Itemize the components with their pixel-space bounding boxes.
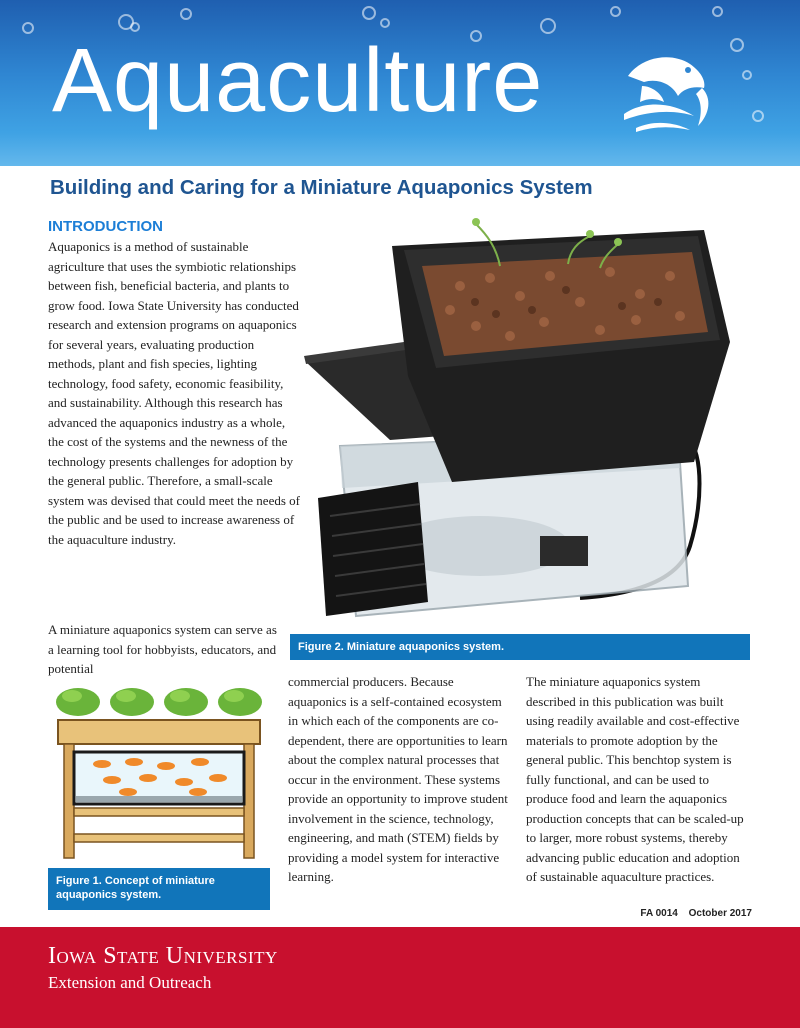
banner-title: Aquaculture <box>52 31 544 131</box>
university-name: Iowa State University <box>48 943 278 969</box>
column-3-text: The miniature aquaponics system described in this publication was built using readily available and cost-effective materials to promote adoption by the general public. This benchtop system is fully functional, and can be used to produce food and learn the aquaponics production concepts that can be scaled-up to larger, more robust systems, thereby advancing public education and adoption of sustainable aquaculture practices. <box>526 674 744 884</box>
intro-paragraph-1: Aquaponics is a method of sustainable agriculture that uses the symbiotic relationships between fish, beneficial bacteria, and plants to grow food. Iowa State University has conducted research and extension programs on aquaponics for several years, evaluating production methods, plant and fish species, lighting technology, food safety, economic feasibility, and sustainability. Although this research has advanced the aquaponics industry as a whole, the cost of the systems and the newness of the technology presents challenges for adoption by the general public. Therefore, a small-scale system was devised that could meet the needs of the public and be used to increase awareness of the aquaculture industry. <box>48 239 300 547</box>
publication-subtitle: Building and Caring for a Miniature Aquaponics System <box>50 176 593 199</box>
figure-2-caption: Figure 2. Miniature aquaponics system. <box>290 634 750 660</box>
concept-illustration <box>48 684 270 864</box>
extension-unit: Extension and Outreach <box>48 973 212 992</box>
introduction-heading: INTRODUCTION <box>48 218 163 235</box>
aquaponics-system-photo <box>300 206 750 634</box>
header-banner <box>0 0 800 166</box>
publication-date: October 2017 <box>688 908 752 919</box>
publication-number: FA 0014 <box>640 908 678 919</box>
fish-logo-icon <box>614 42 714 142</box>
intro-paragraph-2: A miniature aquaponics system can serve as a learning tool for hobbyists, educators, and potential <box>48 622 277 676</box>
footer-bar <box>0 927 800 1028</box>
column-2-text: commercial producers. Because aquaponics is a self-contained ecosystem in which each of the components are co-dependent, there are opportunities to learn about the complex natural processes that occur in the environment. These systems provide an opportunity to improve student involvement in the science, technology, engineering, and math (STEM) fields by providing a model system for interactive learning. <box>288 674 508 884</box>
publication-info <box>632 908 752 919</box>
figure-1-caption: Figure 1. Concept of miniature aquaponics system. <box>48 868 270 910</box>
